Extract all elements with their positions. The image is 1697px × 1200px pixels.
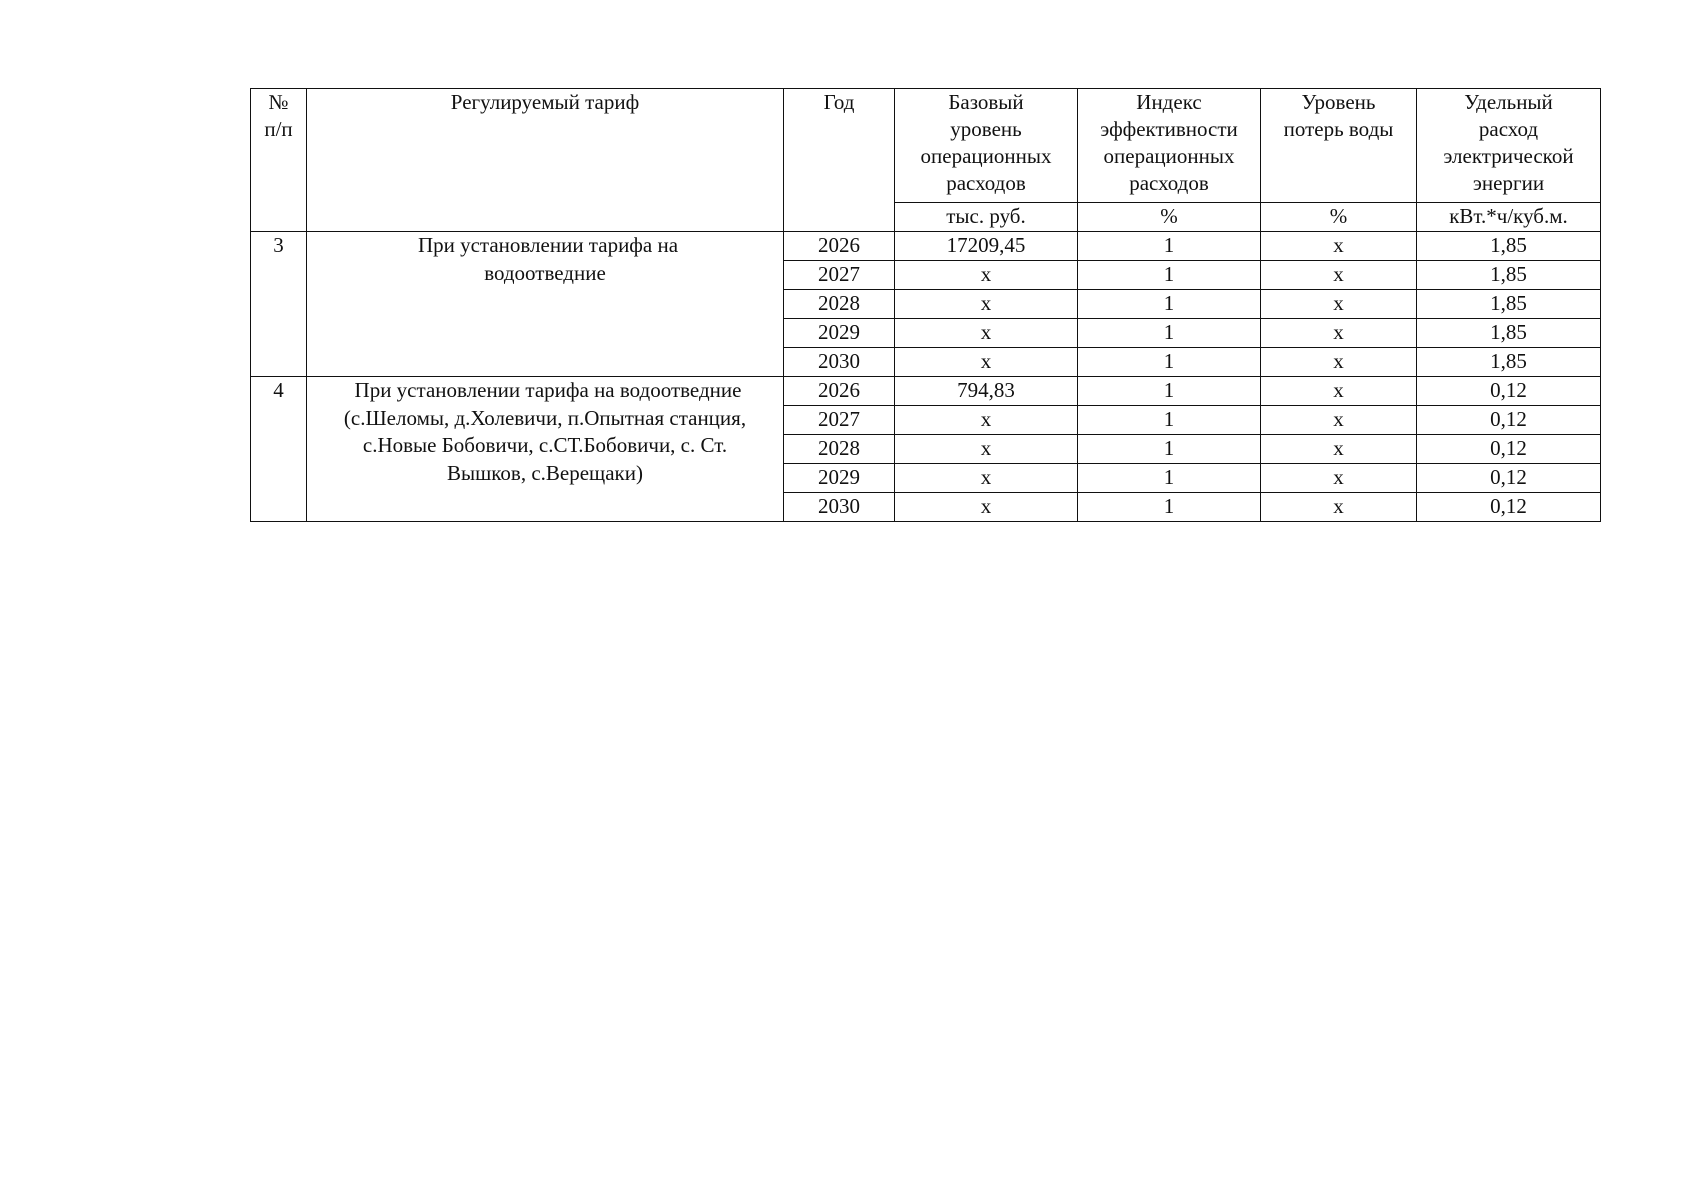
header-loss-line: потерь воды: [1283, 117, 1394, 141]
header-base-line: уровень: [950, 117, 1022, 141]
table-row: [251, 377, 1601, 406]
cell-index: 1: [1078, 464, 1261, 493]
header-power-line: расход: [1478, 117, 1539, 141]
unit-base: тыс. руб.: [895, 203, 1078, 232]
header-power-line: электрической: [1443, 144, 1574, 168]
cell-loss: x: [1261, 435, 1417, 464]
tariff-name-line: Вышков, с.Верещаки): [447, 460, 643, 485]
header-power-line: Удельный: [1464, 90, 1553, 114]
cell-base: x: [895, 348, 1078, 377]
header-index-line: расходов: [1129, 171, 1209, 195]
cell-year: 2030: [784, 493, 895, 522]
cell-power: 0,12: [1417, 493, 1601, 522]
header-base-line: расходов: [946, 171, 1026, 195]
cell-loss: x: [1261, 261, 1417, 290]
header-index-line: Индекс: [1136, 90, 1202, 114]
cell-loss: x: [1261, 290, 1417, 319]
cell-power: 1,85: [1417, 348, 1601, 377]
cell-base: x: [895, 435, 1078, 464]
cell-power: 0,12: [1417, 435, 1601, 464]
header-num-line: №: [268, 90, 289, 114]
cell-year: 2027: [784, 406, 895, 435]
unit-index: %: [1078, 203, 1261, 232]
cell-loss: x: [1261, 348, 1417, 377]
cell-base: x: [895, 290, 1078, 319]
cell-index: 1: [1078, 493, 1261, 522]
header-tariff-label: Регулируемый тариф: [450, 90, 640, 114]
cell-index: 1: [1078, 348, 1261, 377]
header-power: [1417, 89, 1601, 203]
header-index: [1078, 89, 1261, 203]
cell-index: 1: [1078, 232, 1261, 261]
cell-loss: x: [1261, 319, 1417, 348]
cell-loss: x: [1261, 377, 1417, 406]
unit-power: кВт.*ч/куб.м.: [1417, 203, 1601, 232]
cell-index: 1: [1078, 377, 1261, 406]
header-index-line: эффективности: [1100, 117, 1238, 141]
cell-power: 0,12: [1417, 406, 1601, 435]
header-power-line: энергии: [1472, 171, 1545, 195]
cell-power: 0,12: [1417, 464, 1601, 493]
cell-year: 2029: [784, 464, 895, 493]
header-index-line: операционных: [1103, 144, 1235, 168]
table-row: [251, 232, 1601, 261]
header-loss-line: Уровень: [1301, 90, 1376, 114]
cell-loss: x: [1261, 232, 1417, 261]
cell-base: 794,83: [895, 377, 1078, 406]
cell-base: x: [895, 493, 1078, 522]
row-number: 4: [251, 377, 307, 522]
cell-base: 17209,45: [895, 232, 1078, 261]
cell-index: 1: [1078, 319, 1261, 348]
tariff-name-line: (с.Шеломы, д.Холевичи, п.Опытная станция,: [343, 405, 747, 430]
cell-loss: x: [1261, 406, 1417, 435]
header-row: [251, 89, 1601, 203]
tariff-table: [250, 88, 1601, 522]
cell-year: 2026: [784, 232, 895, 261]
header-num: [251, 89, 307, 232]
cell-index: 1: [1078, 435, 1261, 464]
header-tariff: [307, 89, 784, 232]
row-number: 3: [251, 232, 307, 377]
tariff-name: [307, 232, 784, 377]
cell-index: 1: [1078, 290, 1261, 319]
header-year: [784, 89, 895, 232]
cell-loss: x: [1261, 464, 1417, 493]
cell-year: 2029: [784, 319, 895, 348]
tariff-name-line: водоотведние: [484, 260, 606, 285]
header-num-line: п/п: [264, 117, 293, 141]
cell-power: 1,85: [1417, 232, 1601, 261]
tariff-name: [307, 377, 784, 522]
header-loss: [1261, 89, 1417, 203]
cell-year: 2027: [784, 261, 895, 290]
unit-loss: %: [1261, 203, 1417, 232]
header-base: [895, 89, 1078, 203]
tariff-name-line: При установлении тарифа на: [417, 233, 679, 257]
header-base-line: Базовый: [948, 90, 1024, 114]
cell-power: 1,85: [1417, 261, 1601, 290]
cell-loss: x: [1261, 493, 1417, 522]
tariff-name-line: При установлении тарифа на водоотведние: [354, 378, 742, 402]
cell-year: 2030: [784, 348, 895, 377]
cell-power: 1,85: [1417, 290, 1601, 319]
cell-year: 2028: [784, 435, 895, 464]
header-year-label: Год: [823, 90, 855, 114]
cell-index: 1: [1078, 261, 1261, 290]
cell-base: x: [895, 406, 1078, 435]
header-base-line: операционных: [920, 144, 1052, 168]
cell-year: 2026: [784, 377, 895, 406]
cell-base: x: [895, 319, 1078, 348]
table-body: [251, 232, 1601, 522]
cell-base: x: [895, 464, 1078, 493]
cell-power: 0,12: [1417, 377, 1601, 406]
cell-year: 2028: [784, 290, 895, 319]
tariff-name-line: с.Новые Бобовичи, с.СТ.Бобовичи, с. Ст.: [362, 433, 728, 457]
cell-index: 1: [1078, 406, 1261, 435]
cell-base: x: [895, 261, 1078, 290]
cell-power: 1,85: [1417, 319, 1601, 348]
